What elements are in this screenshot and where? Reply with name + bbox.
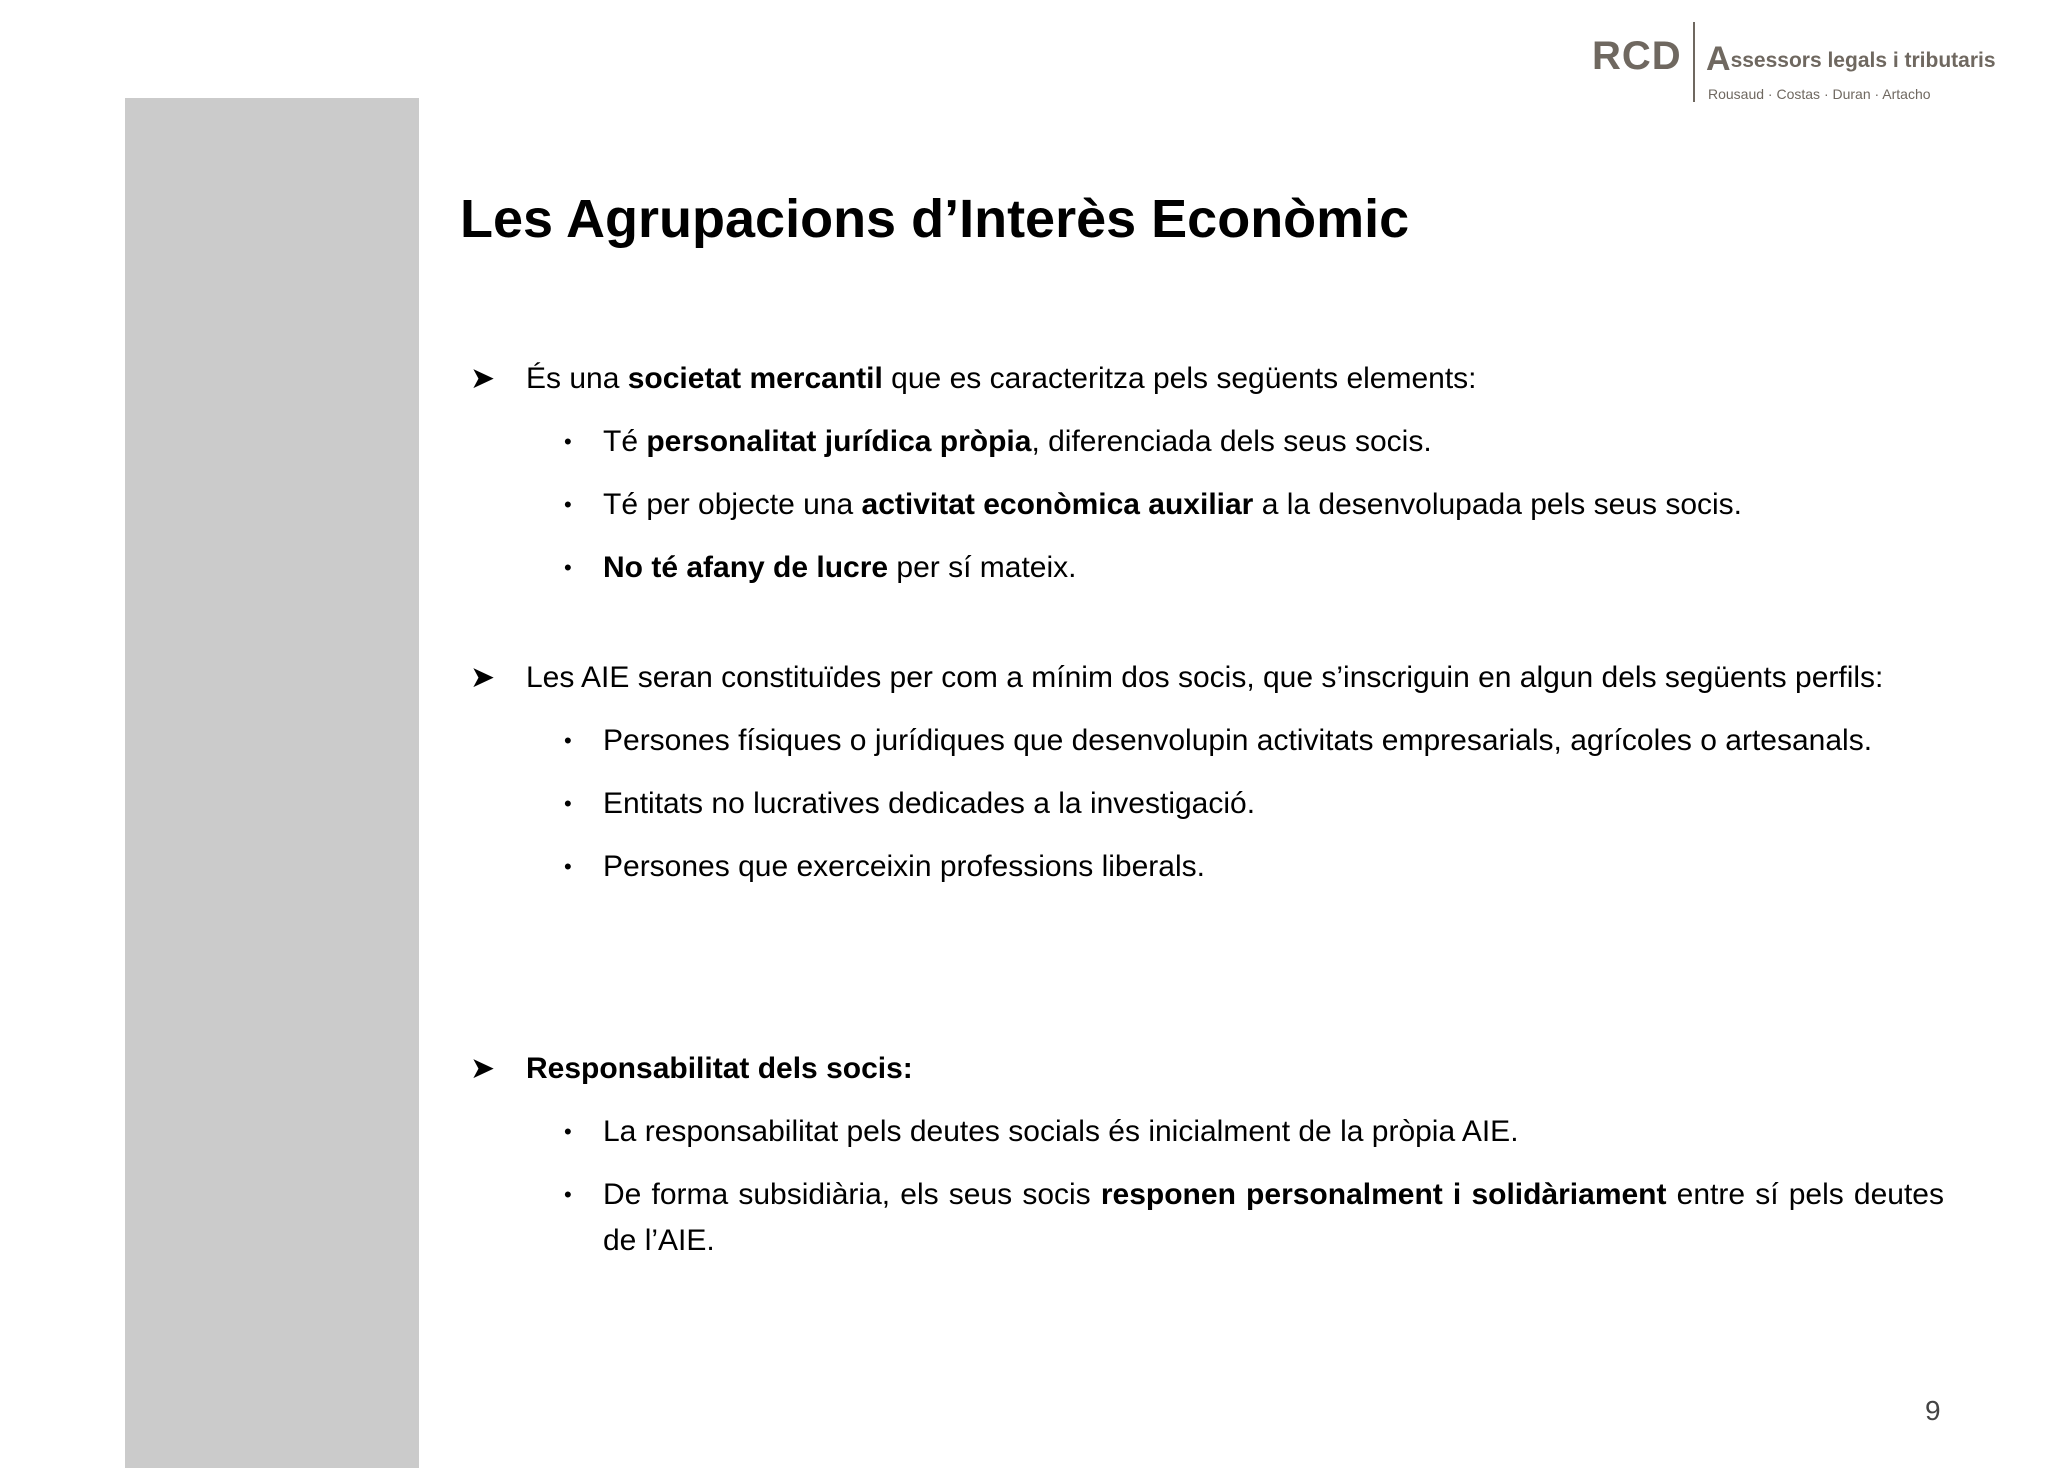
section-members bbox=[470, 655, 1944, 890]
logo-partners: Rousaud · Costas · Duran · Artacho bbox=[1708, 86, 1931, 102]
section-items bbox=[470, 718, 1944, 890]
company-logo bbox=[1592, 20, 1996, 104]
bullet-dot-icon: • bbox=[564, 1119, 572, 1144]
bold-text: responen personalment i solidàriament bbox=[1100, 1178, 1667, 1211]
text: a la desenvolupada pels seus socis. bbox=[1253, 488, 1743, 521]
list-item-text bbox=[603, 425, 1432, 458]
list-item-text bbox=[603, 724, 1872, 757]
logo-tagline-rest: ssessors legals i tributaris bbox=[1730, 49, 1996, 72]
section-definition bbox=[470, 356, 1944, 591]
list-item bbox=[470, 419, 1944, 465]
logo-tagline-initial: A bbox=[1706, 40, 1731, 78]
list-item-text bbox=[603, 787, 1255, 820]
list-item-text bbox=[603, 1178, 1944, 1257]
bullet-dot-icon: • bbox=[564, 492, 572, 517]
section-heading bbox=[470, 356, 1944, 402]
list-item-text bbox=[603, 1115, 1519, 1148]
list-item-text bbox=[603, 488, 1742, 521]
list-item bbox=[470, 545, 1944, 591]
bullet-dot-icon: • bbox=[564, 429, 572, 454]
list-item bbox=[470, 1109, 1944, 1155]
text: Té bbox=[603, 425, 647, 458]
text: Persones físiques o jurídiques que desenvolupin activitats empresarials, agrícoles o artesanals. bbox=[603, 724, 1873, 757]
section-heading bbox=[470, 655, 1944, 701]
section-heading-text bbox=[526, 362, 1477, 395]
sidebar-panel bbox=[125, 98, 419, 1468]
bullet-dot-icon: • bbox=[564, 854, 572, 879]
section-heading bbox=[470, 1046, 1944, 1092]
text: Les AIE seran constituïdes per com a mínim dos socis, que s’inscriguin en algun dels següents perfils: bbox=[526, 661, 1884, 694]
text: que es caracteritza pels següents elements: bbox=[882, 362, 1477, 395]
section-items bbox=[470, 1109, 1944, 1264]
bullet-dot-icon: • bbox=[564, 555, 572, 580]
text: És una bbox=[526, 362, 628, 395]
page-number: 9 bbox=[1925, 1395, 1941, 1426]
logo-divider bbox=[1693, 22, 1695, 102]
page-title: Les Agrupacions d’Interès Econòmic bbox=[460, 189, 1410, 249]
bold-text: personalitat jurídica pròpia bbox=[646, 425, 1032, 458]
arrow-bullet-icon: ➤ bbox=[470, 362, 496, 395]
list-item bbox=[470, 781, 1944, 827]
arrow-bullet-icon: ➤ bbox=[470, 1052, 496, 1085]
logo-tagline bbox=[1706, 40, 1996, 79]
bold-text: activitat econòmica auxiliar bbox=[861, 488, 1254, 521]
text: per sí mateix. bbox=[888, 551, 1077, 584]
section-items bbox=[470, 419, 1944, 591]
bullet-dot-icon: • bbox=[564, 1182, 572, 1207]
list-item-text bbox=[603, 850, 1205, 883]
list-item bbox=[470, 1172, 1944, 1264]
section-liability bbox=[470, 1046, 1944, 1264]
arrow-bullet-icon: ➤ bbox=[470, 661, 496, 694]
list-item bbox=[470, 718, 1944, 764]
section-heading-text bbox=[526, 661, 1883, 694]
list-item bbox=[470, 844, 1944, 890]
bold-text: Responsabilitat dels socis: bbox=[526, 1052, 913, 1085]
text: Entitats no lucratives dedicades a la investigació. bbox=[603, 787, 1256, 820]
section-heading-text bbox=[526, 1052, 913, 1085]
list-item-text bbox=[603, 551, 1077, 584]
bullet-dot-icon: • bbox=[564, 791, 572, 816]
text: La responsabilitat pels deutes socials és inicialment de la pròpia AIE. bbox=[603, 1115, 1519, 1148]
list-item bbox=[470, 482, 1944, 528]
bold-text: No té afany de lucre bbox=[603, 551, 889, 584]
text: entre sí pels deutes de l’AIE. bbox=[603, 1178, 1944, 1257]
text: Té per objecte una bbox=[603, 488, 862, 521]
logo-brand: RCD bbox=[1592, 34, 1682, 78]
text: Persones que exerceixin professions liberals. bbox=[603, 850, 1205, 883]
bullet-dot-icon: • bbox=[564, 728, 572, 753]
bold-text: societat mercantil bbox=[627, 362, 883, 395]
text: , diferenciada dels seus socis. bbox=[1031, 425, 1432, 458]
text: De forma subsidiària, els seus socis bbox=[603, 1178, 1101, 1211]
